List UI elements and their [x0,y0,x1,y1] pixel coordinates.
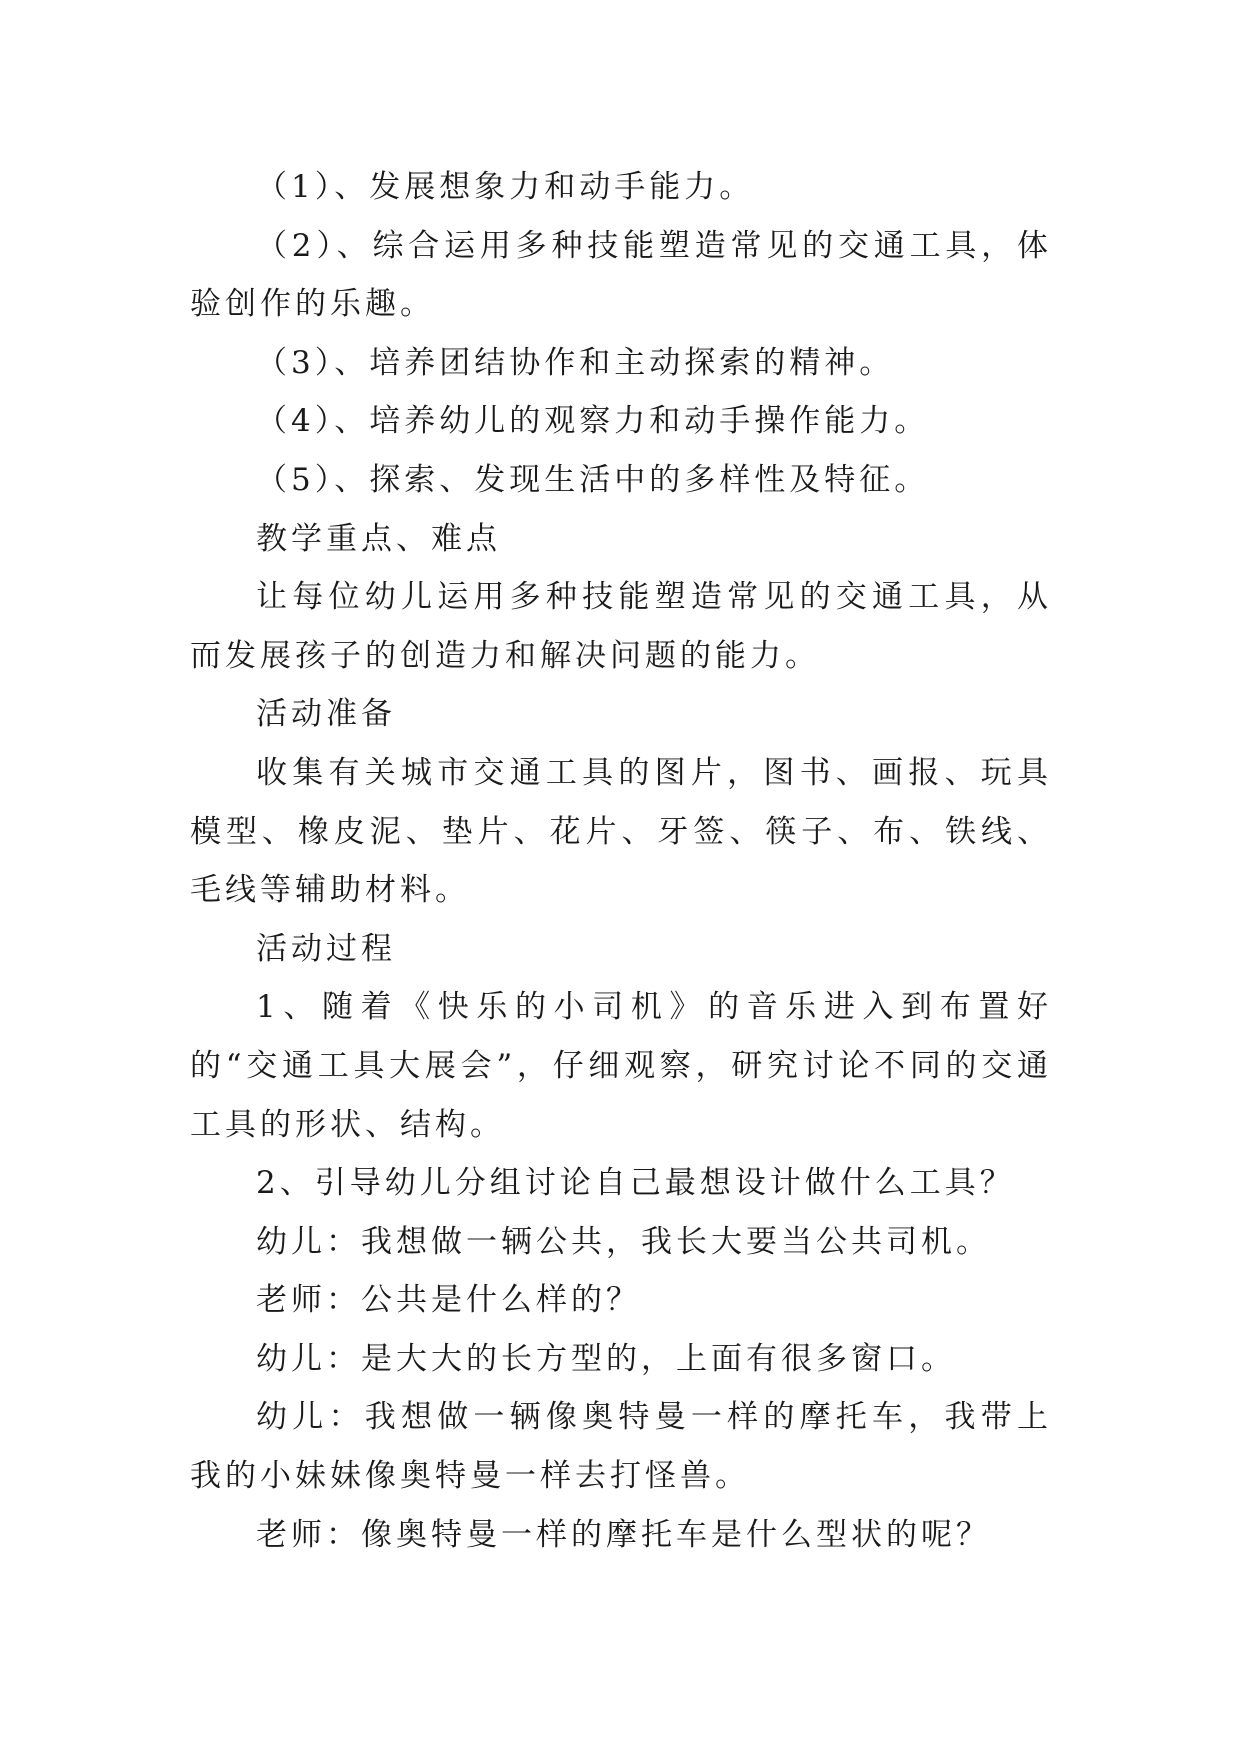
dialogue-line: 幼儿：是大大的长方型的，上面有很多窗口。 [256,1340,956,1377]
process-step-1: 1、随着《快乐的小司机》的音乐进入到布置好的“交通工具大展会”，仔细观察，研究讨论不同的交通工具的形状、结构。 [190,989,1052,1143]
goal-item-3: （3）、培养团结协作和主动探索的精神。 [256,344,895,381]
dialogue-line: 幼儿：我想做一辆公共，我长大要当公共司机。 [256,1223,991,1260]
key-points-text: 让每位幼儿运用多种技能塑造常见的交通工具，从而发展孩子的创造力和解决问题的能力。 [190,579,1052,674]
dialogue-line: 幼儿：我想做一辆像奥特曼一样的摩托车，我带上我的小妹妹像奥特曼一样去打怪兽。 [190,1399,1052,1495]
goal-item-2: （2）、综合运用多种技能塑造常见的交通工具，体验创作的乐趣。 [190,227,1052,323]
section-heading-key-points: 教学重点、难点 [256,520,501,557]
document-body [190,158,1052,1564]
dialogue-line: 老师：像奥特曼一样的摩托车是什么型状的呢？ [256,1516,991,1553]
dialogue-line: 老师：公共是什么样的？ [256,1282,641,1319]
goal-item-5: （5）、探索、发现生活中的多样性及特征。 [256,461,930,498]
goal-item-1: （1）、发展想象力和动手能力。 [256,169,755,205]
preparation-text: 收集有关城市交通工具的图片，图书、画报、玩具模型、橡皮泥、垫片、花片、牙签、筷子、布、铁线、毛线等辅助材料。 [190,754,1052,909]
section-heading-process: 活动过程 [256,930,396,967]
section-heading-preparation: 活动准备 [256,696,396,733]
goal-item-4: （4）、培养幼儿的观察力和动手操作能力。 [256,403,930,440]
process-step-2: 2、引导幼儿分组讨论自己最想设计做什么工具？ [256,1165,1015,1202]
